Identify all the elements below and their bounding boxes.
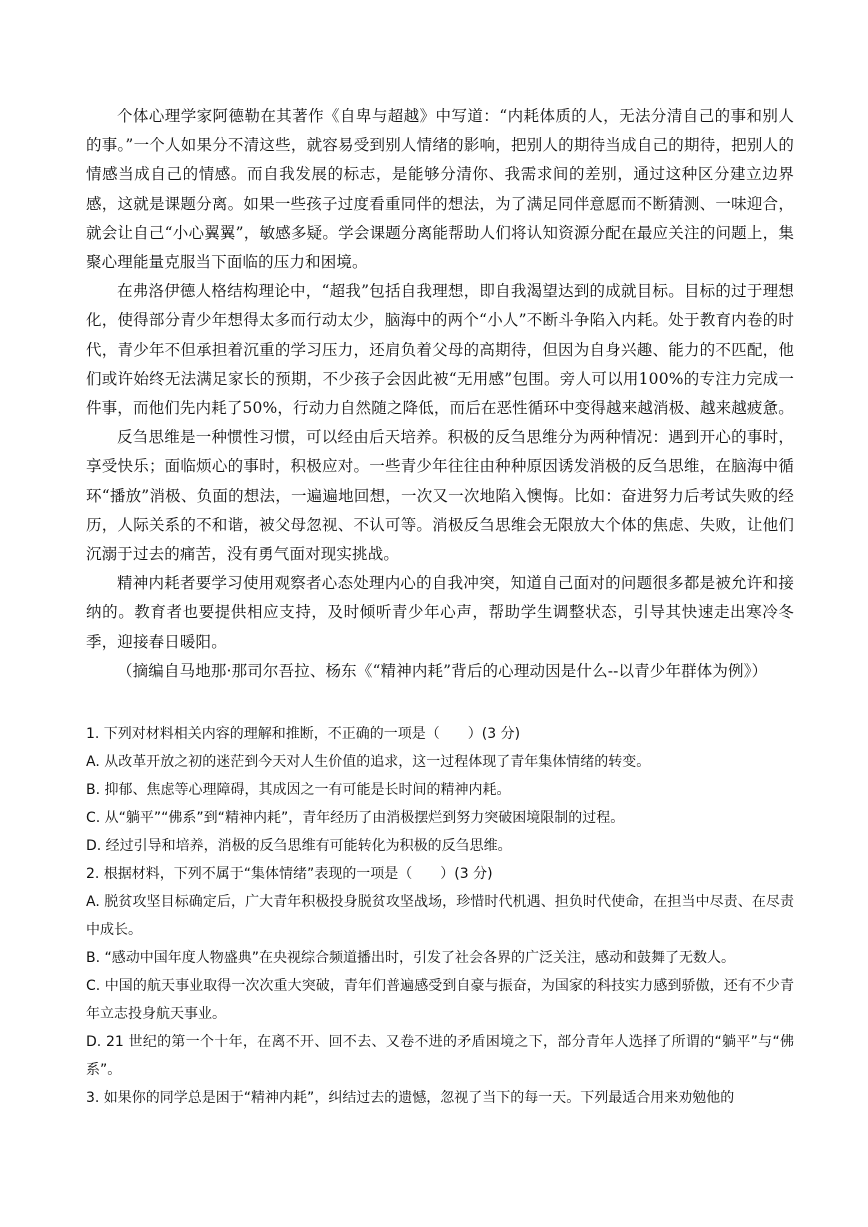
question-1-option-c: C. 从“躺平”“佛系”到“精神内耗”，青年经历了由消极摆烂到努力突破困境限制的过程。 [86,810,625,826]
passage-paragraph-3: 反刍思维是一种惯性习惯，可以经由后天培养。积极的反刍思维分为两种情况：遇到开心的事时，享受快乐；面临烦心的事时，积极应对。一些青少年往往由种种原因诱发消极的反刍思维，在脑海中循环“播放”消极、负面的想法，一遍遍地回想，一次又一次地陷入懊悔。比如：奋进努力后考试失败的经历，人际关系的不和谐，被父母忽视、不认可等。消极反刍思维会无限放大个体的焦虑、失败，让他们沉溺于过去的痛苦，没有勇气面对现实挑战。 [86,428,794,564]
question-2-option-b: B. “感动中国年度人物盛典”在央视综合频道播出时，引发了社会各界的广泛关注，感动和鼓舞了无数人。 [86,950,736,966]
question-2-option-a: A. 脱贫攻坚目标确定后，广大青年积极投身脱贫攻坚战场，珍惜时代机遇、担负时代使命，在担当中尽责、在尽责中成长。 [86,894,794,938]
question-3-stem: 3. 如果你的同学总是困于“精神内耗”，纠结过去的遗憾，忽视了当下的每一天。下列最适合用来劝勉他的 [86,1090,735,1106]
passage-source: （摘编自马地那·那司尔吾拉、杨东《“精神内耗”背后的心理动因是什么--以青少年群体为例》） [117,661,768,680]
passage-paragraph-1: 个体心理学家阿德勒在其著作《自卑与超越》中写道：“内耗体质的人，无法分清自己的事和别人的事。”一个人如果分不清这些，就容易受到别人情绪的影响，把别人的期待当成自己的期待，把别人的情感当成自己的情感。而自我发展的标志，是能够分清你、我需求间的差别，通过这种区分建立边界感，这就是课题分离。如果一些孩子过度看重同伴的想法，为了满足同伴意愿而不断猜测、一味迎合，就会让自己“小心翼翼”，敏感多疑。学会课题分离能帮助人们将认知资源分配在最应关注的问题上，集聚心理能量克服当下面临的压力和困境。 [86,107,794,272]
question-2-stem: 2. 根据材料，下列不属于“集体情绪”表现的一项是（ ）(3 分) [86,866,493,882]
question-list [86,720,794,1112]
question-1-option-d: D. 经过引导和培养，消极的反刍思维有可能转化为积极的反刍思维。 [86,838,512,854]
reading-passage [86,102,794,686]
question-1-stem: 1. 下列对材料相关内容的理解和推断，不正确的一项是（ ）(3 分) [86,726,521,742]
question-2-option-c: C. 中国的航天事业取得一次次重大突破，青年们普遍感受到自豪与振奋，为国家的科技实力感到骄傲，还有不少青年立志投身航天事业。 [86,978,794,1022]
question-1-option-a: A. 从改革开放之初的迷茫到今天对人生价值的追求，这一过程体现了青年集体情绪的转变。 [86,754,651,770]
passage-paragraph-2: 在弗洛伊德人格结构理论中，“超我”包括自我理想，即自我渴望达到的成就目标。目标的过于理想化，使得部分青少年想得太多而行动太少，脑海中的两个“小人”不断斗争陷入内耗。处于教育内卷的时代，青少年不但承担着沉重的学习压力，还肩负着父母的高期待，但因为自身兴趣、能力的不匹配，他们或许始终无法满足家长的预期，不少孩子会因此被“无用感”包围。旁人可以用100%的专注力完成一件事，而他们先内耗了50%，行动力自然随之降低，而后在恶性循环中变得越来越消极、越来越疲惫。 [86,282,794,418]
question-1-option-b: B. 抑郁、焦虑等心理障碍，其成因之一有可能是长时间的精神内耗。 [86,782,511,798]
question-2-option-d: D. 21 世纪的第一个十年，在离不开、回不去、又卷不进的矛盾困境之下，部分青年人选择了所谓的“躺平”与“佛系”。 [86,1034,794,1078]
passage-paragraph-4: 精神内耗者要学习使用观察者心态处理内心的自我冲突，知道自己面对的问题很多都是被允许和接纳的。教育者也要提供相应支持，及时倾听青少年心声，帮助学生调整状态，引导其快速走出寒冷冬季，迎接春日暖阳。 [86,574,794,651]
